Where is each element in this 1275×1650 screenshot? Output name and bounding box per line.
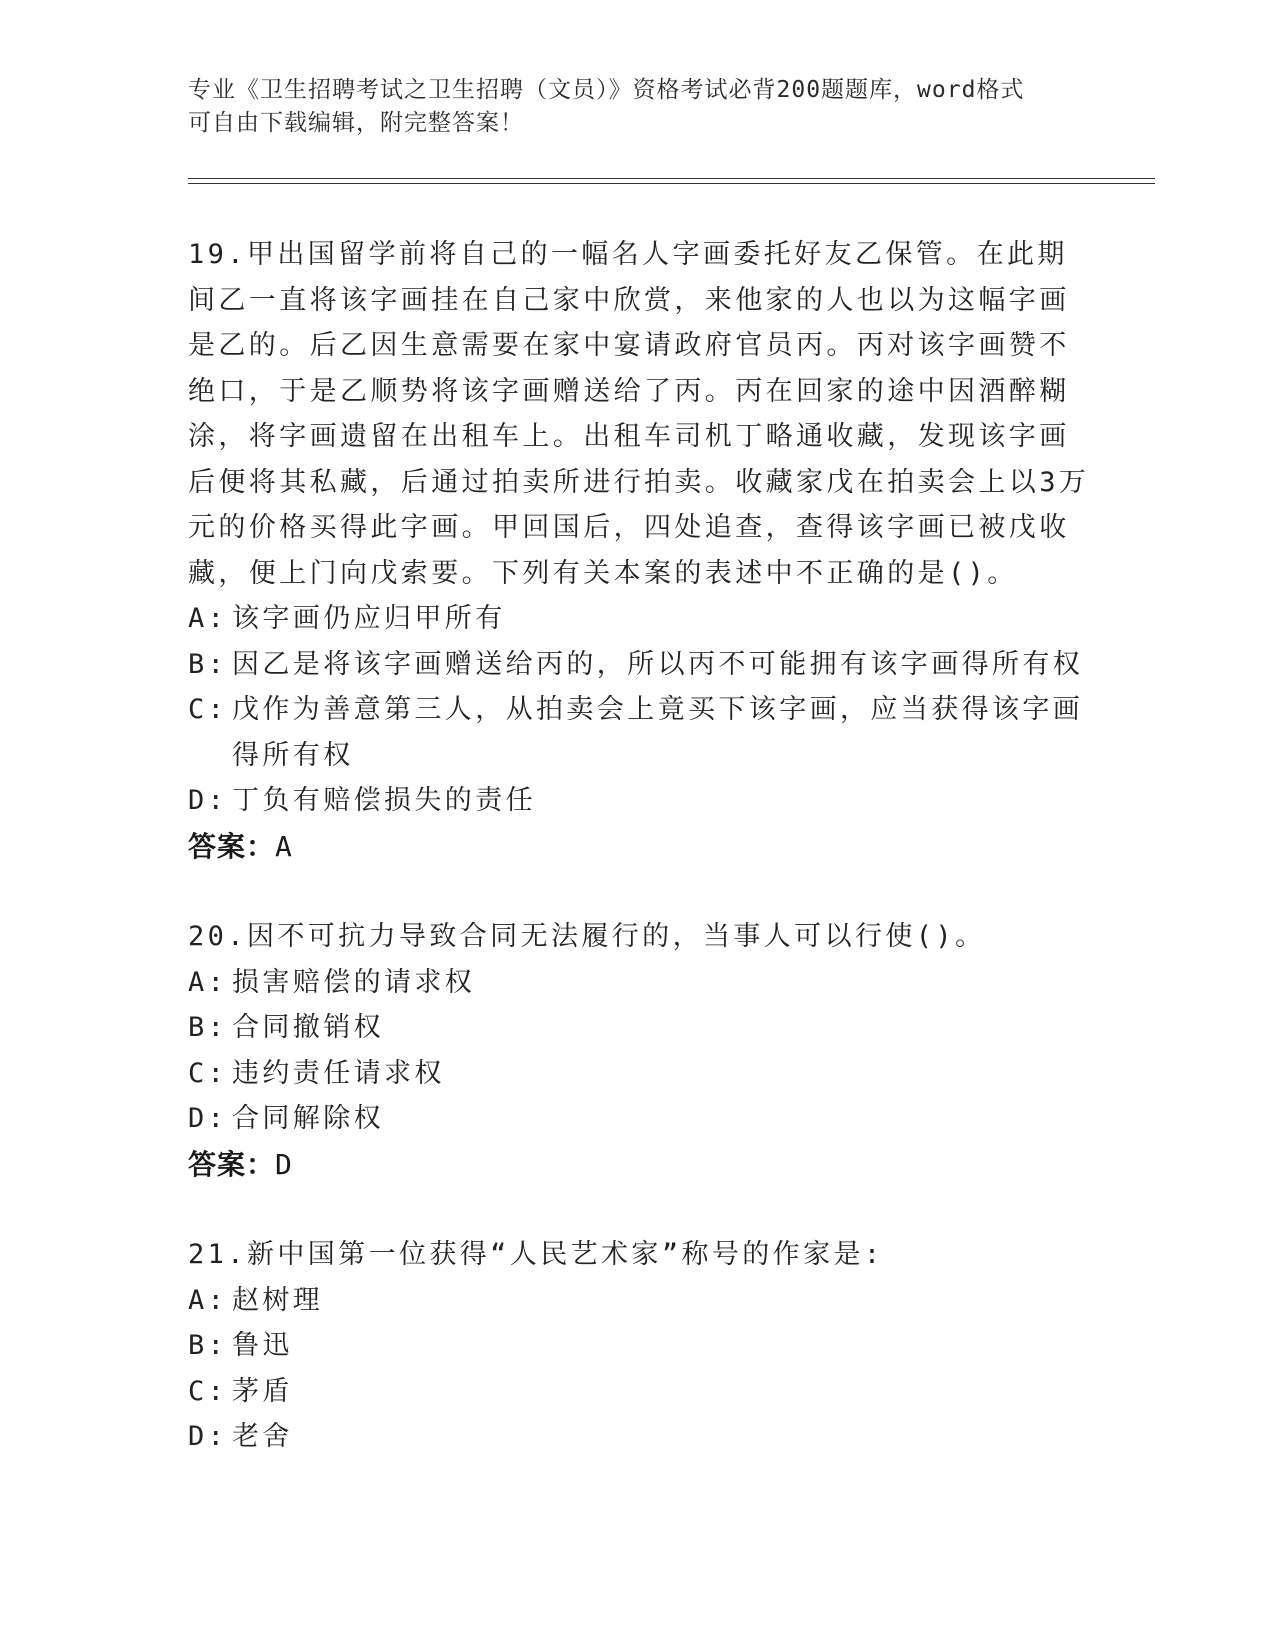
answer-line <box>188 1142 1093 1188</box>
question-19 <box>188 232 1093 869</box>
option-text: 损害赔偿的请求权 <box>232 966 476 998</box>
option-letter: B: <box>188 1330 228 1361</box>
option-a <box>188 960 1093 1006</box>
option-a <box>188 1278 1093 1324</box>
answer-line <box>188 824 1093 870</box>
option-text: 茅盾 <box>232 1375 293 1407</box>
answer-label: 答案： <box>188 1147 276 1181</box>
question-21 <box>188 1232 1093 1460</box>
question-list <box>188 232 1093 1460</box>
option-text: 合同撤销权 <box>232 1012 384 1043</box>
option-b <box>188 1323 1093 1369</box>
option-letter: C: <box>188 1057 228 1089</box>
option-text: 鲁迅 <box>232 1330 293 1361</box>
option-c <box>188 687 1093 778</box>
option-text: 该字画仍应归甲所有 <box>232 603 506 634</box>
question-stem: 19.甲出国留学前将自己的一幅名人字画委托好友乙保管。在此期间乙一直将该字画挂在自己家中欣赏，来他家的人也以为这幅字画是乙的。后乙因生意需要在家中宴请政府官员丙。丙对该字画赞不绝口，于是乙顺势将该字画赠送给了丙。丙在回家的途中因酒醉糊涂，将字画遗留在出租车上。出租车司机丁略通收藏，发现该字画后便将其私藏，后通过拍卖所进行拍卖。收藏家戊在拍卖会上以3万元的价格买得此字画。甲回国后，四处追查，查得该字画已被戊收藏，便上门向戊索要。下列有关本案的表述中不正确的是()。 <box>188 239 1090 589</box>
option-b <box>188 1005 1093 1051</box>
option-d <box>188 1096 1093 1142</box>
option-letter: C: <box>188 1375 228 1407</box>
option-text: 因乙是将该字画赠送给丙的，所以丙不可能拥有该字画得所有权 <box>232 648 1084 680</box>
option-c <box>188 1369 1093 1415</box>
option-letter: B: <box>188 648 228 680</box>
spacer <box>188 869 1093 914</box>
option-letter: B: <box>188 1012 228 1043</box>
option-letter: A: <box>188 603 228 634</box>
document-header <box>188 74 1088 140</box>
option-b <box>188 642 1093 688</box>
option-text: 赵树理 <box>232 1284 324 1316</box>
option-letter: C: <box>188 694 228 725</box>
option-text: 违约责任请求权 <box>232 1057 445 1089</box>
option-c <box>188 1051 1093 1097</box>
option-letter: A: <box>188 1284 228 1316</box>
option-text: 戊作为善意第三人，从拍卖会上竟买下该字画，应当获得该字画得所有权 <box>232 694 1084 771</box>
question-20 <box>188 914 1093 1187</box>
header-line-2: 可自由下载编辑，附完整答案！ <box>188 110 524 136</box>
answer-value: A <box>275 829 293 863</box>
header-line-1: 专业《卫生招聘考试之卫生招聘（文员）》资格考试必背200题题库，word格式 <box>188 77 1025 103</box>
header-divider <box>188 178 1155 184</box>
spacer <box>188 1187 1093 1232</box>
option-letter: A: <box>188 966 228 998</box>
option-text: 老舍 <box>232 1421 293 1452</box>
option-letter: D: <box>188 1421 228 1452</box>
answer-label: 答案： <box>188 829 276 863</box>
option-letter: D: <box>188 785 228 816</box>
option-d <box>188 778 1093 824</box>
option-a <box>188 596 1093 642</box>
option-d <box>188 1414 1093 1460</box>
question-stem: 20.因不可抗力导致合同无法履行的，当事人可以行使()。 <box>188 921 986 952</box>
option-text: 丁负有赔偿损失的责任 <box>232 785 536 816</box>
option-letter: D: <box>188 1103 228 1134</box>
option-text: 合同解除权 <box>232 1103 384 1134</box>
question-stem: 21.新中国第一位获得“人民艺术家”称号的作家是: <box>188 1239 884 1270</box>
answer-value: D <box>275 1147 293 1181</box>
